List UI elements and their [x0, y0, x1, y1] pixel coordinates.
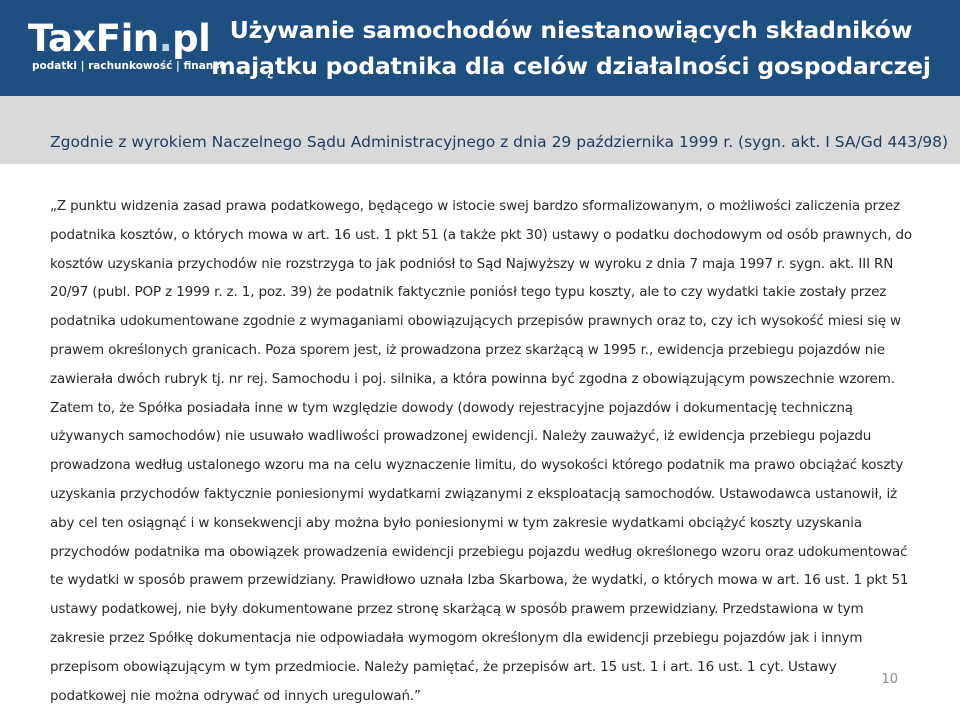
logo-tagline: podatki | rachunkowość | finanse: [32, 60, 227, 72]
logo-main-text: TaxFin: [28, 17, 159, 60]
logo-tld: pl: [172, 17, 211, 60]
quote-paragraph: „Z punktu widzenia zasad prawa podatkowego, będącego w istocie swej bardzo sformalizowanym, o możliwości zaliczenia przez podatnika kosztów, o których mowa w art. 16 ust. 1 pkt 51 (a także pkt 30) ustawy o podatku dochodowym od osób prawnych, do kosztów uzyskania przychodów nie rozstrzyga to jak podniósł to Sąd Najwyższy w wyroku z dnia 7 maja 1997 r. sygn. akt. III RN 20/97 (publ. POP z 1999 r. z. 1, poz. 39) że podatnik faktycznie poniósł tego typu koszty, ale to czy wydatki takie zostały przez podatnika udokumentowane zgodnie z wymaganiami obowiązujących przepisów prawnych oraz to, czy ich wysokość miesi się w prawem określonych granicach. Poza sporem jest, iż prowadzona przez skarżącą w 1995 r., ewidencja przebiegu pojazdów nie zawierała dwóch rubryk tj. nr rej. Samochodu i poj. silnika, a która powinna być zgodna z obowiązującym powszechnie wzorem. Zatem to, że Spółka posiadała inne w tym względzie dowody (dowody rejestracyjne pojazdów i dokumentację techniczną używanych samochodów) nie usuwało wadliwości prowadzonej ewidencji. Należy zauważyć, iż ewidencja przebiegu pojazdu prowadzona według ustalonego wzoru ma na celu wyznaczenie limitu, do wysokości którego podatnik ma prawo obciążać koszty uzyskania przychodów faktycznie poniesionymi wydatkami związanymi z eksploatacją samochodów. Ustawodawca ustanowił, iż aby cel ten osiągnąć i w konsekwencji aby można było poniesionymi w tym zakresie wydatkami obciążyć koszty uzyskania przychodów podatnika ma obowiązek prowadzenia ewidencji przebiegu pojazdu według określonego wzoru oraz udokumentować te wydatki w sposób prawem przewidziany. Prawidłowo uznała Izba Skarbowa, że wydatki, o których mowa w art. 16 ust. 1 pkt 51 ustawy podatkowej, nie były dokumentowane przez stronę skarżącą w sposób prawem przewidziany. Przedstawiona w tym zakresie przez Spółkę dokumentacja nie odpowiadała wymogom określonym dla ewidencji przebiegu pojazdów jak i innym przepisom obowiązującym w tym przedmiocie. Należy pamiętać, że przepisów art. 15 ust. 1 i art. 16 ust. 1 cyt. Ustawy podatkowej nie można odrywać od innych uregulowań.”: [50, 198, 913, 704]
slide-subtitle: Zgodnie z wyrokiem Naczelnego Sądu Administracyjnego z dnia 29 października 1999 r. (sygn. akt. I SA/Gd 443/98): [50, 133, 949, 151]
slide-title: [196, 12, 946, 84]
taxfin-logo: [28, 17, 227, 78]
slide-title-line1: Używanie samochodów niestanowiących składników: [229, 16, 913, 44]
page-number: 10: [881, 672, 898, 687]
logo-dot: .: [158, 17, 173, 60]
slide-title-line2: majątku podatnika dla celów działalności gospodarczej: [211, 52, 931, 80]
logo-wordmark: [28, 17, 211, 60]
